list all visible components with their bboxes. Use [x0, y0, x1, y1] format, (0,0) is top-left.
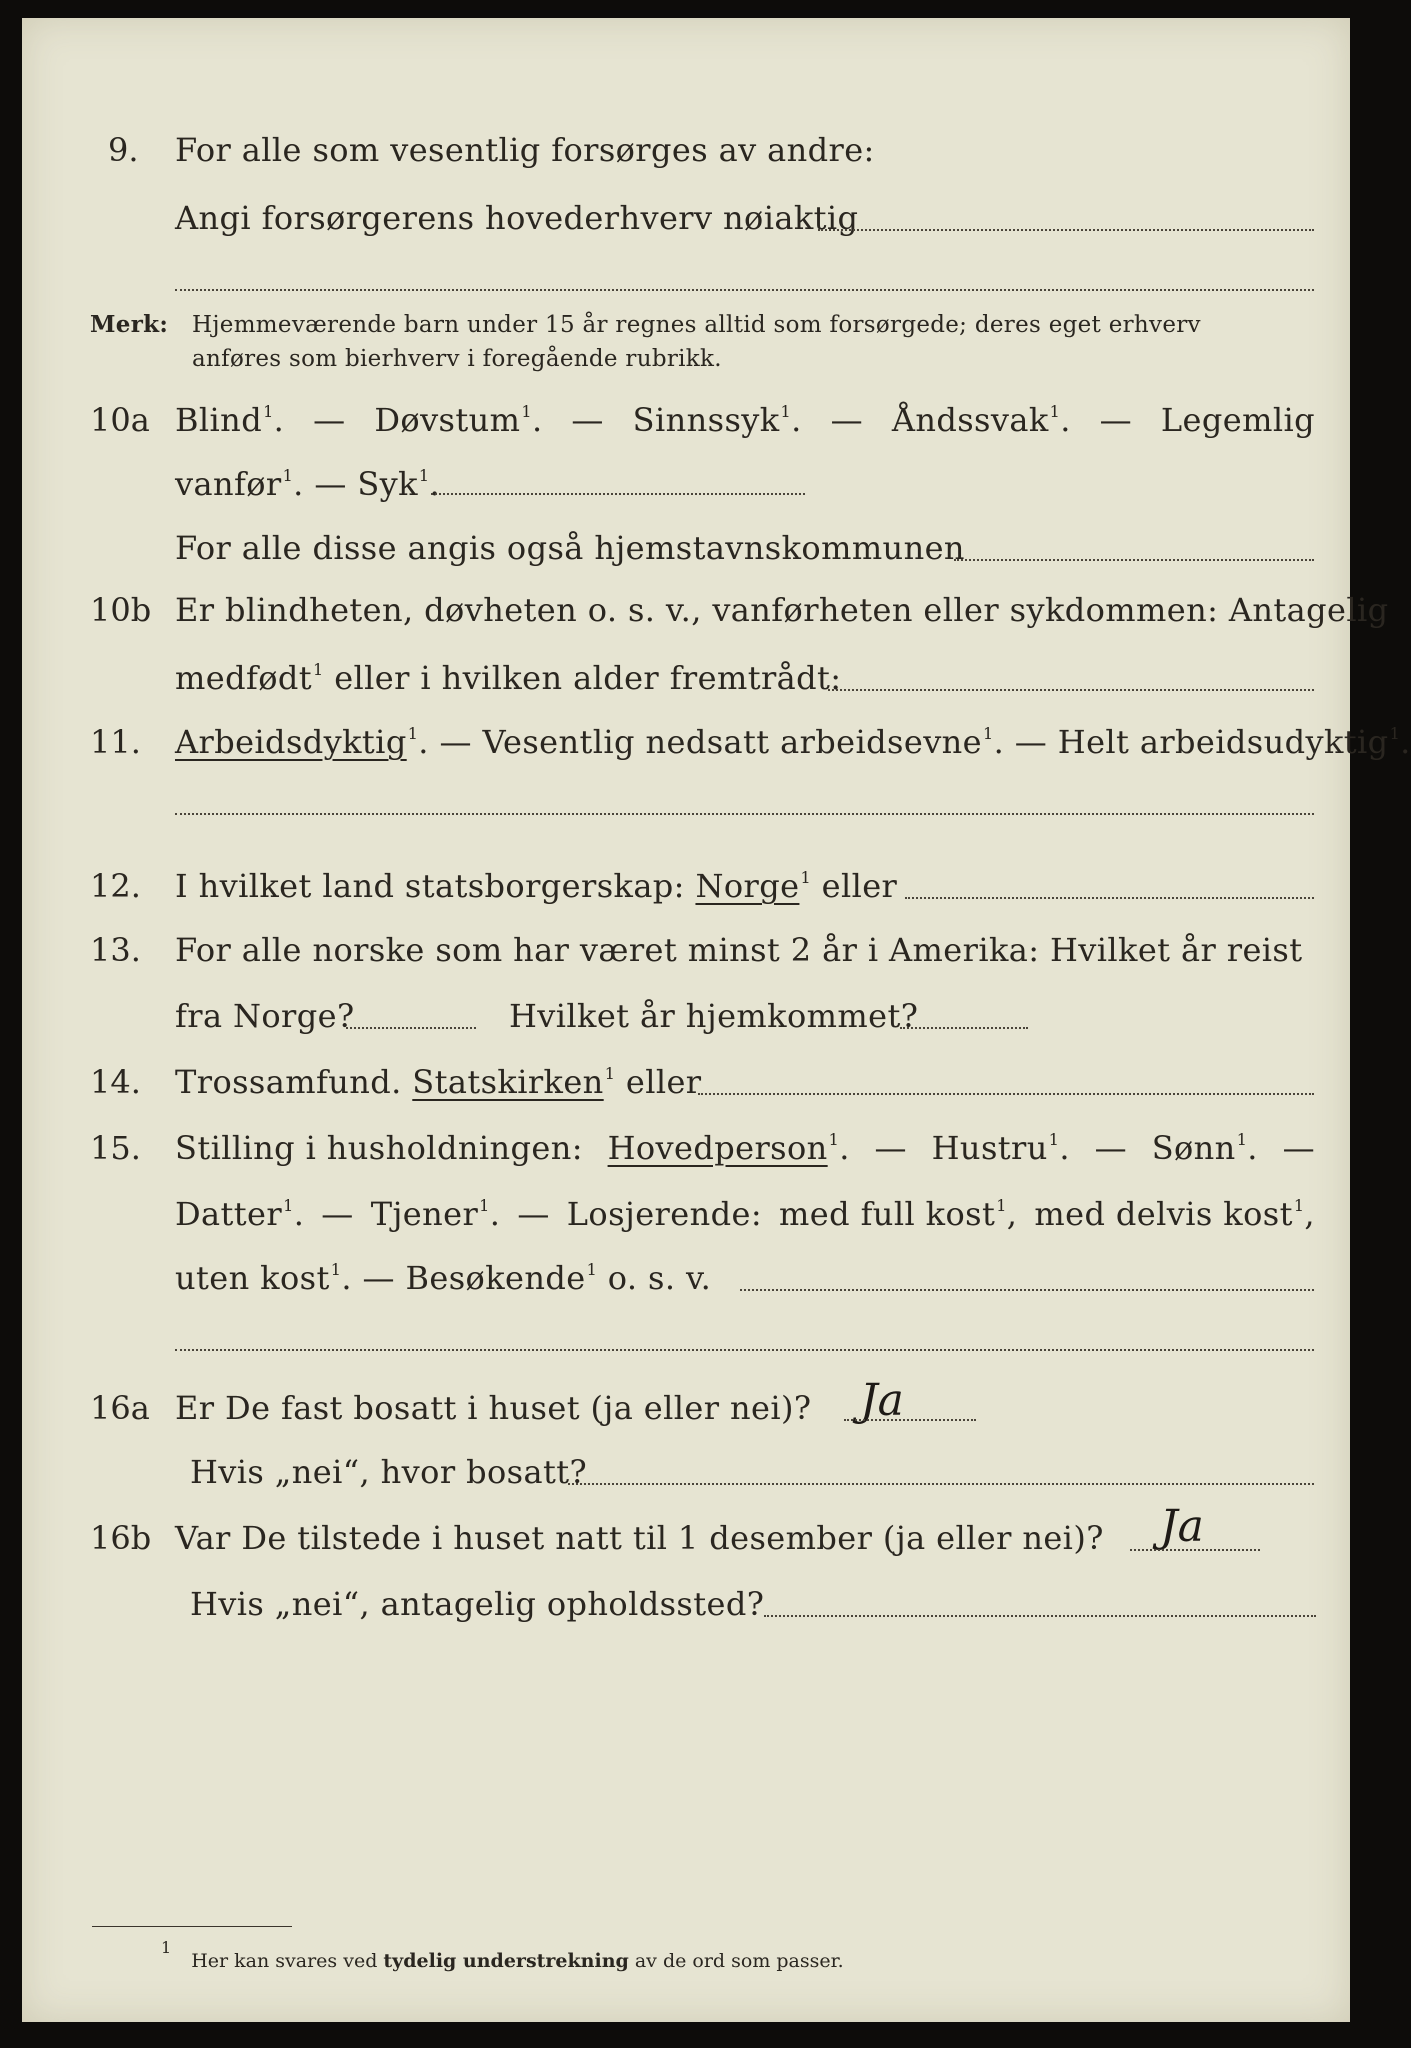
q14-number: 14. — [90, 1063, 141, 1101]
q16a-handwritten-answer[interactable]: Ja — [860, 1375, 904, 1426]
q14-prefix: Trossamfund. — [175, 1063, 402, 1101]
dash: — — [1014, 723, 1048, 761]
q11-number: 11. — [90, 723, 141, 761]
q10b-line2-rest: eller i hvilken alder fremtrådt: — [334, 659, 842, 697]
option-besokende[interactable]: Besøkende$^1$ — [405, 1259, 598, 1297]
option-nedsatt-arbeidsevne[interactable]: Vesentlig nedsatt arbeidsevne$^1$. — [482, 723, 1005, 761]
q9-line1: For alle som vesentlig forsørges av andre: — [175, 131, 875, 169]
q10b-answer-line[interactable] — [828, 689, 1314, 691]
q16b-number: 16b — [90, 1519, 152, 1557]
q16b-line1: Var De tilstede i huset natt til 1 desember (ja eller nei)? — [175, 1519, 1104, 1557]
q16b-answer-line[interactable] — [1130, 1549, 1260, 1551]
q12-prefix: I hvilket land statsborgerskap: — [175, 867, 685, 905]
q10a-line1 — [175, 400, 1315, 440]
merk-line1: Hjemmeværende barn under 15 år regnes alltid som forsørgede; deres eget erhverv — [192, 312, 1201, 338]
merk-label: Merk: — [90, 311, 169, 338]
q12-number: 12. — [90, 867, 141, 905]
q10a-kommune-answer-line[interactable] — [954, 559, 1314, 561]
option-arbeidsudyktig[interactable]: Helt arbeidsudyktig$^1$. — [1057, 723, 1411, 761]
option-statskirken[interactable]: Statskirken — [412, 1063, 604, 1101]
q13-fra-norge: fra Norge? — [175, 997, 355, 1035]
footnote-rule — [92, 1926, 292, 1927]
option-datter[interactable]: Datter$^1$. — [175, 1195, 305, 1233]
q9-answer-line[interactable] — [818, 229, 1314, 231]
dash: — — [571, 401, 604, 439]
option-sinnssyk[interactable]: Sinnssyk$^1$. — [632, 401, 802, 439]
option-hustru[interactable]: Hustru$^1$. — [931, 1129, 1070, 1167]
q13-number: 13. — [90, 931, 141, 969]
q15-answer-line[interactable] — [740, 1289, 1314, 1291]
option-blind[interactable]: Blind$^1$. — [175, 401, 285, 439]
q10b-number: 10b — [90, 591, 152, 629]
q16a-answer-line[interactable] — [844, 1419, 976, 1421]
q10a-line3: For alle disse angis også hjemstavnskommunen — [175, 529, 965, 567]
dash: — — [1094, 1129, 1127, 1167]
dash: — — [439, 723, 472, 761]
q14-line: Trossamfund. Statskirken$^1$ eller — [175, 1063, 702, 1101]
q14-answer-line[interactable] — [698, 1093, 1314, 1095]
q16a-line1: Er De fast bosatt i huset (ja eller nei)? — [175, 1389, 812, 1427]
q15-line1 — [175, 1128, 1315, 1168]
census-form-page — [22, 18, 1411, 2022]
option-legemlig[interactable]: Legemlig — [1160, 401, 1315, 439]
q12-eller: eller — [821, 867, 898, 905]
q12-line: I hvilket land statsborgerskap: Norge$^1$ eller — [175, 867, 898, 905]
q10a-syk-answer-line[interactable] — [431, 493, 805, 495]
q15-answer-line-2[interactable] — [175, 1349, 1314, 1351]
option-tjener[interactable]: Tjener$^1$. — [370, 1195, 501, 1233]
option-full-kost[interactable]: med full kost$^1$, — [779, 1195, 1018, 1233]
option-syk[interactable]: Syk$^1$. — [357, 465, 441, 503]
merk-line2: anføres som bierhverv i foregående rubrikk. — [192, 346, 722, 372]
q14-eller: eller — [625, 1063, 702, 1101]
dash: — — [321, 1195, 354, 1233]
q16b-opholdssted-answer-line[interactable] — [764, 1615, 1316, 1617]
dash: — — [830, 401, 863, 439]
q11-line: Arbeidsdyktig$^1$. — Vesentlig nedsatt arbeidsevne$^1$. — Helt arbeidsudyktig$^1$. — [175, 723, 1411, 761]
option-uten-kost[interactable]: uten kost$^1$. — [175, 1259, 352, 1297]
q16a-line2: Hvis „nei“, hvor bosatt? — [190, 1453, 588, 1491]
q16a-bosatt-answer-line[interactable] — [568, 1483, 1314, 1485]
option-vanfor[interactable]: vanfør$^1$. — [175, 465, 304, 503]
footnote — [160, 1938, 844, 1974]
footnote-marker: 1 — [161, 1938, 172, 1957]
q15-number: 15. — [90, 1129, 141, 1167]
option-norge[interactable]: Norge — [695, 867, 800, 905]
q13-hjemkommet-answer-line[interactable] — [900, 1027, 1028, 1029]
dash: — — [314, 465, 347, 503]
option-hovedperson[interactable]: Hovedperson$^1$. — [607, 1129, 850, 1167]
q16a-number: 16a — [90, 1389, 150, 1427]
dash: — — [517, 1195, 550, 1233]
option-delvis-kost[interactable]: med delvis kost$^1$, — [1034, 1195, 1315, 1233]
q15-prefix: Stilling i husholdningen: — [175, 1129, 583, 1167]
dash: — — [1099, 401, 1133, 439]
q16b-handwritten-answer[interactable]: Ja — [1160, 1501, 1204, 1552]
q15-line3 — [175, 1258, 711, 1298]
q12-answer-line[interactable] — [905, 897, 1314, 899]
dash: — — [874, 1129, 907, 1167]
option-arbeidsdyktig[interactable]: Arbeidsdyktig — [175, 723, 407, 761]
q9-line2: Angi forsørgerens hovederhverv nøiaktig — [175, 199, 859, 237]
footnote-text-b: tydelig understrekning — [383, 1950, 629, 1972]
q16b-line2: Hvis „nei“, antagelig opholdssted? — [190, 1585, 765, 1623]
q10b-line2 — [175, 658, 841, 698]
q10b-line1: Er blindheten, døvheten o. s. v., vanførheten eller sykdommen: Antagelig — [175, 591, 1389, 629]
q13-line1: For alle norske som har været minst 2 år i Amerika: Hvilket år reist — [175, 931, 1303, 969]
option-dovstum[interactable]: Døvstum$^1$. — [374, 401, 543, 439]
option-sonn[interactable]: Sønn$^1$. — [1151, 1129, 1258, 1167]
q15-losjerende: Losjerende: — [566, 1195, 763, 1233]
footnote-text-a: Her kan svares ved — [191, 1950, 378, 1972]
q11-answer-line[interactable] — [175, 813, 1314, 815]
q10a-number: 10a — [90, 401, 150, 439]
dash: — — [362, 1259, 395, 1297]
footnote-text-c: av de ord som passer. — [634, 1950, 844, 1972]
option-medfodt[interactable]: medfødt$^1$ — [175, 659, 324, 697]
q15-line2 — [175, 1194, 1315, 1234]
q9-number: 9. — [108, 131, 139, 169]
q13-hjemkommet: Hvilket år hjemkommet? — [509, 997, 919, 1035]
option-andssvak[interactable]: Åndssvak$^1$. — [891, 401, 1071, 439]
q15-osv: o. s. v. — [607, 1259, 712, 1297]
q10a-line2 — [175, 464, 440, 504]
dash: — — [313, 401, 346, 439]
q13-reist-answer-line[interactable] — [346, 1027, 476, 1029]
dash: — — [1282, 1129, 1315, 1167]
q9-answer-line-2[interactable] — [175, 289, 1314, 291]
